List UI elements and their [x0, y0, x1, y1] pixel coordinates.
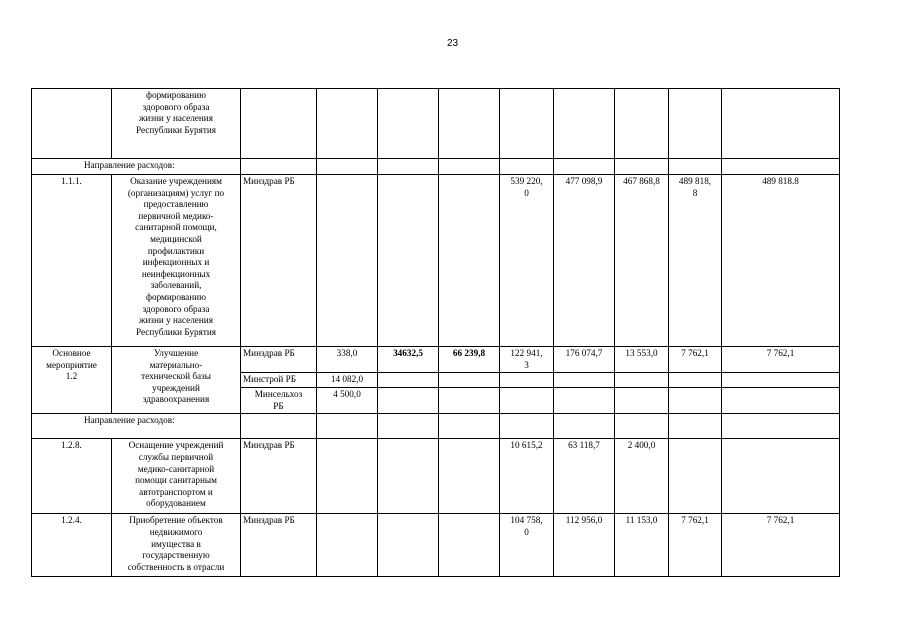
value-cell: 11 153,0 [615, 514, 669, 577]
page-number: 23 [446, 38, 459, 49]
code-cell: 1.2.8. [32, 439, 112, 514]
value-cell: 477 098,9 [554, 175, 615, 347]
value-cell: 489 818, 8 [669, 175, 722, 347]
value-cell: 10 615,2 [500, 439, 554, 514]
section-row [32, 414, 840, 439]
executor-cell: Минздрав РБ [241, 439, 317, 514]
value-cell: 7 762,1 [722, 347, 840, 373]
description-cell: Оказание учреждениям (организациям) услуг по предоставлению первичной медико- санитарной помощи, медицинской профилактики инфекционных и неинфекционных заболеваний, формированию здорового образа жизни у населения Республики Бурятия [112, 175, 241, 347]
section-row [32, 159, 840, 175]
description-cell: Улучшение материально- технической базы учреждений здравоохранения [112, 347, 241, 414]
budget-table [31, 88, 840, 577]
value-cell: 34632,5 [378, 347, 439, 373]
executor-cell: Минздрав РБ [241, 175, 317, 347]
section-label: Направление расходов: [32, 414, 241, 439]
value-cell: 489 818.8 [722, 175, 840, 347]
description-cell: формированию здорового образа жизни у населения Республики Бурятия [112, 89, 241, 159]
value-cell: 66 239,8 [439, 347, 500, 373]
table-row [32, 439, 840, 514]
value-cell: 2 400,0 [615, 439, 669, 514]
executor-cell: Минздрав РБ [241, 514, 317, 577]
executor-cell: Минсельхоз РБ [241, 388, 317, 414]
description-cell: Оснащение учреждений службы первичной медико-санитарной помощи санитарным автотранспортом и оборудованием [112, 439, 241, 514]
code-cell: 1.1.1. [32, 175, 112, 347]
value-cell: 112 956,0 [554, 514, 615, 577]
value-cell: 7 762,1 [722, 514, 840, 577]
table-row [32, 89, 840, 159]
executor-cell: Минстрой РБ [241, 373, 317, 388]
section-label: Направление расходов: [32, 159, 241, 175]
value-cell: 338,0 [317, 347, 378, 373]
table-row [32, 347, 840, 373]
code-cell: 1.2.4. [32, 514, 112, 577]
executor-cell: Минздрав РБ [241, 347, 317, 373]
value-cell: 122 941, 3 [500, 347, 554, 373]
value-cell: 7 762,1 [669, 347, 722, 373]
value-cell: 63 118,7 [554, 439, 615, 514]
value-cell: 104 758, 0 [500, 514, 554, 577]
value-cell: 7 762,1 [669, 514, 722, 577]
value-cell: 467 868,8 [615, 175, 669, 347]
value-cell: 539 220, 0 [500, 175, 554, 347]
value-cell: 4 500,0 [317, 388, 378, 414]
table-row [32, 514, 840, 577]
description-cell: Приобретение объектов недвижимого имущества в государственную собственность в отрасли [112, 514, 241, 577]
value-cell: 14 082,0 [317, 373, 378, 388]
value-cell: 176 074,7 [554, 347, 615, 373]
table-row [32, 175, 840, 347]
code-cell: Основное мероприятие 1.2 [32, 347, 112, 414]
value-cell: 13 553,0 [615, 347, 669, 373]
